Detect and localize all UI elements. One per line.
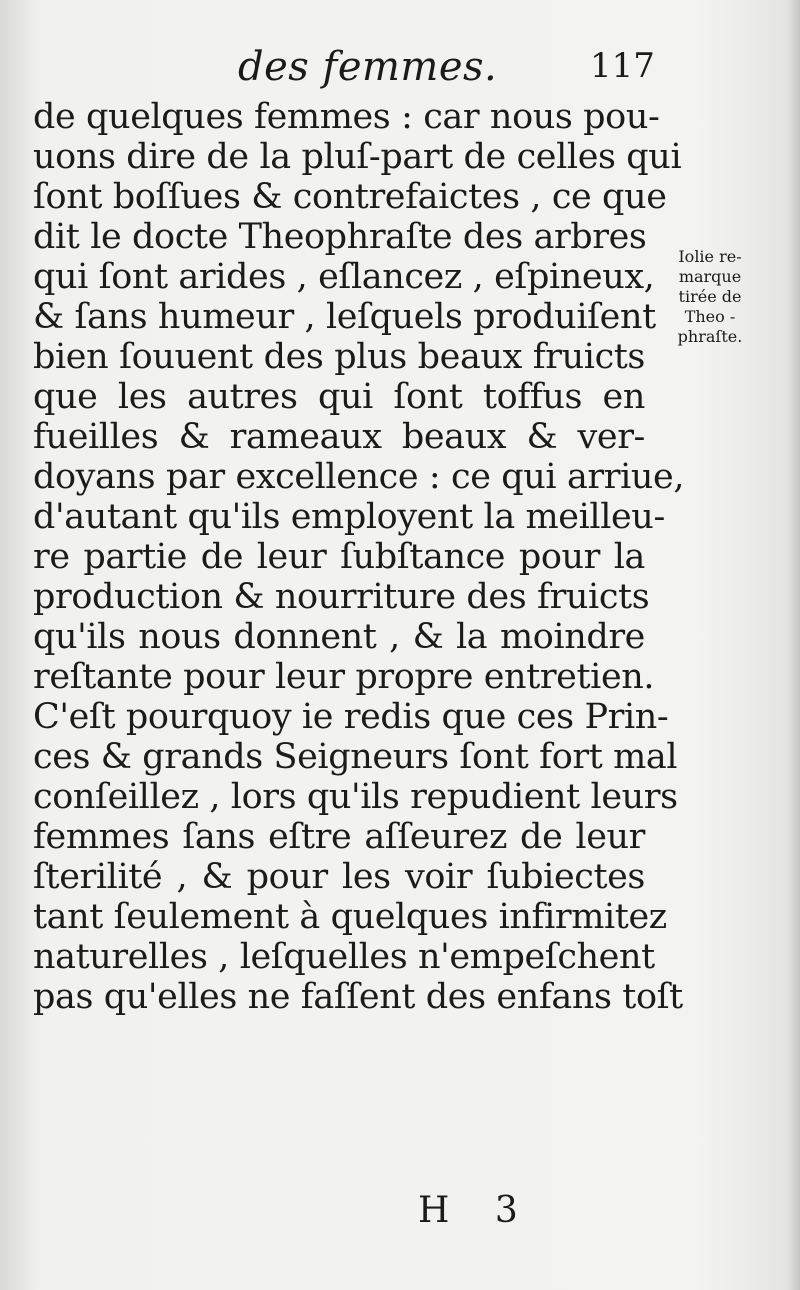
- text-line: qu'ils nous donnent , & la moindre: [33, 617, 645, 657]
- text-line: doyans par excellence : ce qui arriue,: [33, 457, 685, 497]
- page-header: [0, 44, 800, 94]
- running-title: des femmes.: [238, 44, 498, 90]
- text-line: conſeillez , lors qu'ils repudient leurs: [33, 777, 678, 817]
- text-line: dit le docte Theophraſte des arbres: [33, 217, 647, 257]
- text-line: & ſans humeur , leſquels produiſent: [33, 297, 656, 337]
- text-line: qui ſont arides , eſlancez , eſpineux,: [33, 257, 655, 297]
- text-line: d'autant qu'ils employent la meilleu-: [33, 497, 665, 537]
- margin-note-line: tirée de: [678, 287, 742, 306]
- text-line: fueilles & rameaux beaux & ver-: [33, 417, 645, 457]
- margin-note-line: Theo -: [684, 307, 736, 326]
- page-number: 117: [590, 46, 655, 86]
- signature-mark: H 3: [418, 1190, 518, 1231]
- text-line: bien ſouuent des plus beaux fruicts: [33, 337, 645, 377]
- text-line: ſterilité , & pour les voir ſubiectes: [33, 857, 645, 897]
- margin-note-line: Iolie re-: [678, 247, 742, 266]
- body-text: [33, 97, 685, 1017]
- margin-note-line: phraſte.: [677, 327, 743, 346]
- page-edge-shadow: [786, 0, 800, 1290]
- text-line: naturelles , leſquelles n'empeſchent: [33, 937, 655, 977]
- text-line: femmes ſans eſtre aſſeurez de leur: [33, 817, 645, 857]
- text-line: C'eſt pourquoy ie redis que ces Prin-: [33, 697, 669, 737]
- text-line: reſtante pour leur propre entretien.: [33, 657, 655, 697]
- text-line: ſont boſſues & contrefaictes , ce que: [33, 177, 667, 217]
- text-line: production & nourriture des fruicts: [33, 577, 650, 617]
- text-line: que les autres qui ſont toffus en: [33, 377, 645, 417]
- text-line: tant ſeulement à quelques infirmitez: [33, 897, 667, 937]
- text-line: uons dire de la pluſ-part de celles qui: [33, 137, 682, 177]
- margin-note: [650, 247, 770, 347]
- text-line: pas qu'elles ne faſſent des enfans toſt: [33, 977, 683, 1017]
- text-line: re partie de leur ſubſtance pour la: [33, 537, 645, 577]
- text-line: de quelques femmes : car nous pou-: [33, 97, 660, 137]
- text-line: ces & grands Seigneurs ſont fort mal: [33, 737, 678, 777]
- margin-note-line: marque: [678, 267, 742, 286]
